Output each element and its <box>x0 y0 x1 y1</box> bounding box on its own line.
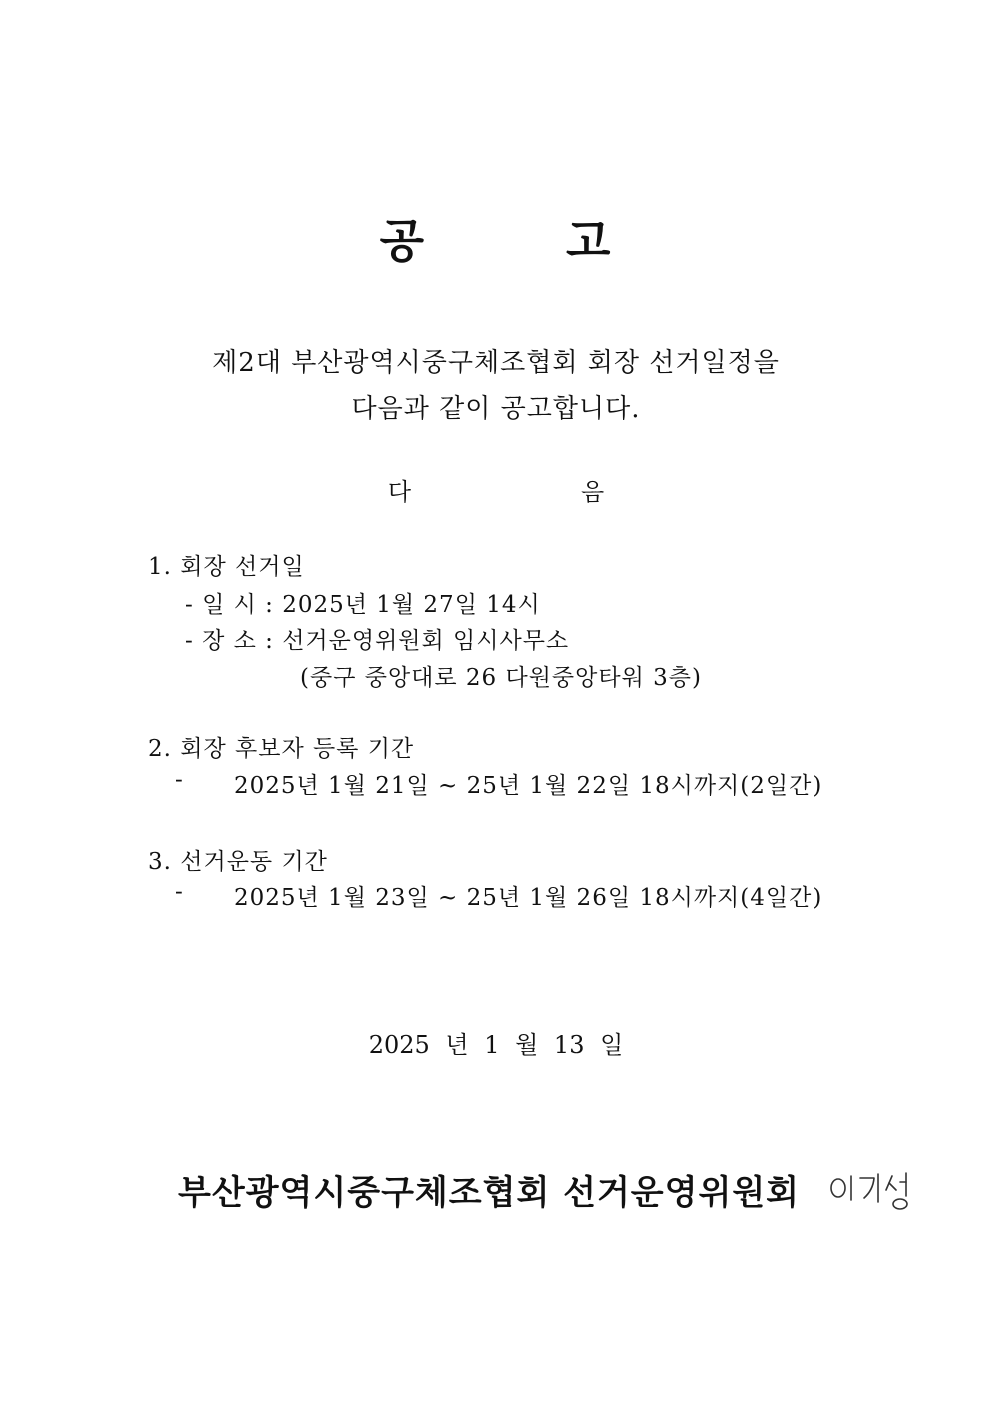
section-1-datetime: - 일 시 : 2025년 1월 27일 14시 <box>185 592 541 618</box>
handwritten-signature <box>826 1168 918 1214</box>
section-1-place: - 장 소 : 선거운영위원회 임시사무소 <box>185 628 570 654</box>
intro-line-2: 다음과 같이 공고합니다. <box>351 394 641 424</box>
section-3-dash: - <box>175 879 184 905</box>
heading-part-2: 음 <box>581 478 605 506</box>
organization-name: 부산광역시중구체조협회 선거운영위원회 <box>178 1173 801 1213</box>
section-3-range: 2025년 1월 23일 ~ 25년 1월 26일 18시까지(4일간) <box>234 885 823 911</box>
notice-title <box>0 205 992 271</box>
section-3-title: 3. 선거운동 기간 <box>148 849 328 875</box>
details-heading <box>0 472 992 507</box>
intro-line-1: 제2대 부산광역시중구체조협회 회장 선거일정을 <box>212 348 780 378</box>
title-part-1: 공 <box>379 214 426 268</box>
notice-date: 2025 년 1 월 13 일 <box>368 1031 624 1059</box>
section-1-title: 1. 회장 선거일 <box>148 554 305 580</box>
section-2-dash: - <box>175 767 184 793</box>
section-2-range: 2025년 1월 21일 ~ 25년 1월 22일 18시까지(2일간) <box>234 773 823 799</box>
heading-part-1: 다 <box>387 478 411 506</box>
section-2-title: 2. 회장 후보자 등록 기간 <box>148 736 415 762</box>
notice-intro <box>0 340 992 432</box>
section-1-place-detail: (중구 중앙대로 26 다원중앙타워 3층) <box>300 665 702 691</box>
title-part-2: 고 <box>566 214 613 268</box>
